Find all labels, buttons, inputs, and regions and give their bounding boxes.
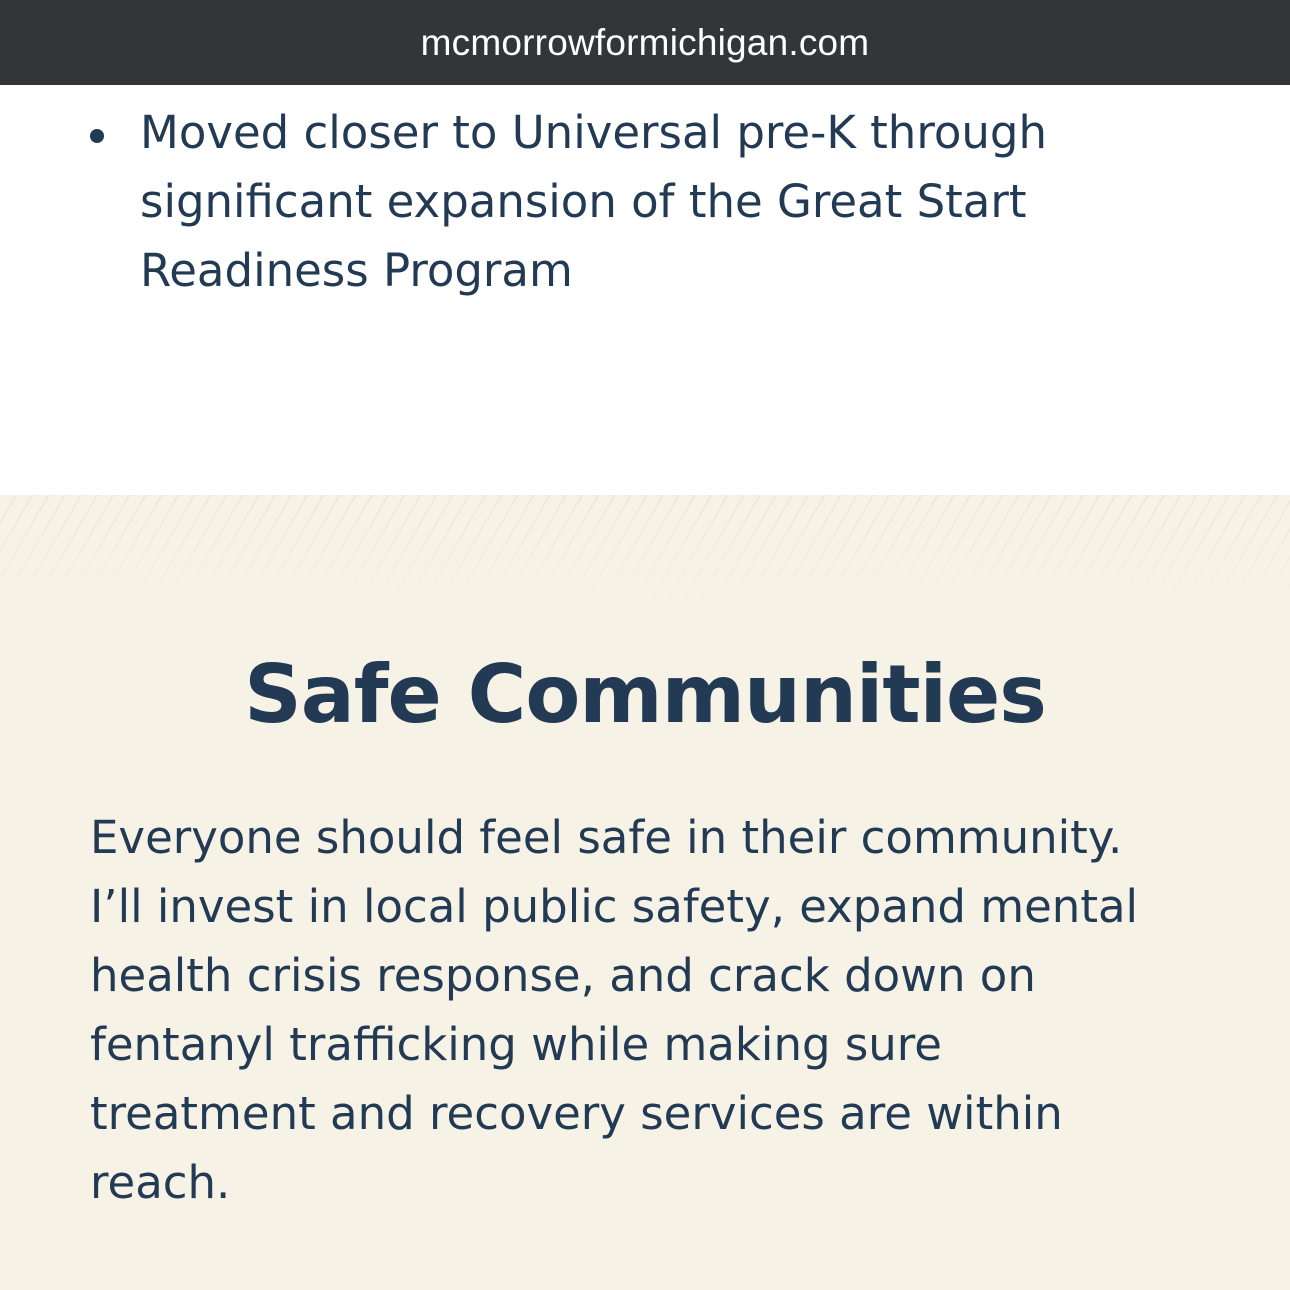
list-item-text: Moved closer to Universal pre-K through significant expansion of the Great Start Readiness Program [140,106,1047,297]
accomplishments-section [0,85,1290,495]
url-text: mcmorrowformichigan.com [420,21,870,63]
section-heading: Safe Communities [244,648,1046,741]
decorative-stripes [0,495,1290,615]
browser-url-bar[interactable] [0,0,1290,85]
section-body-text: Everyone should feel safe in their community. I’ll invest in local public safety, expand mental health crisis response, and crack down on fentanyl trafficking while making sure treatment and recovery services are within reach. [90,811,1139,1209]
safe-communities-section [0,495,1290,1290]
bullet-icon [90,129,104,143]
